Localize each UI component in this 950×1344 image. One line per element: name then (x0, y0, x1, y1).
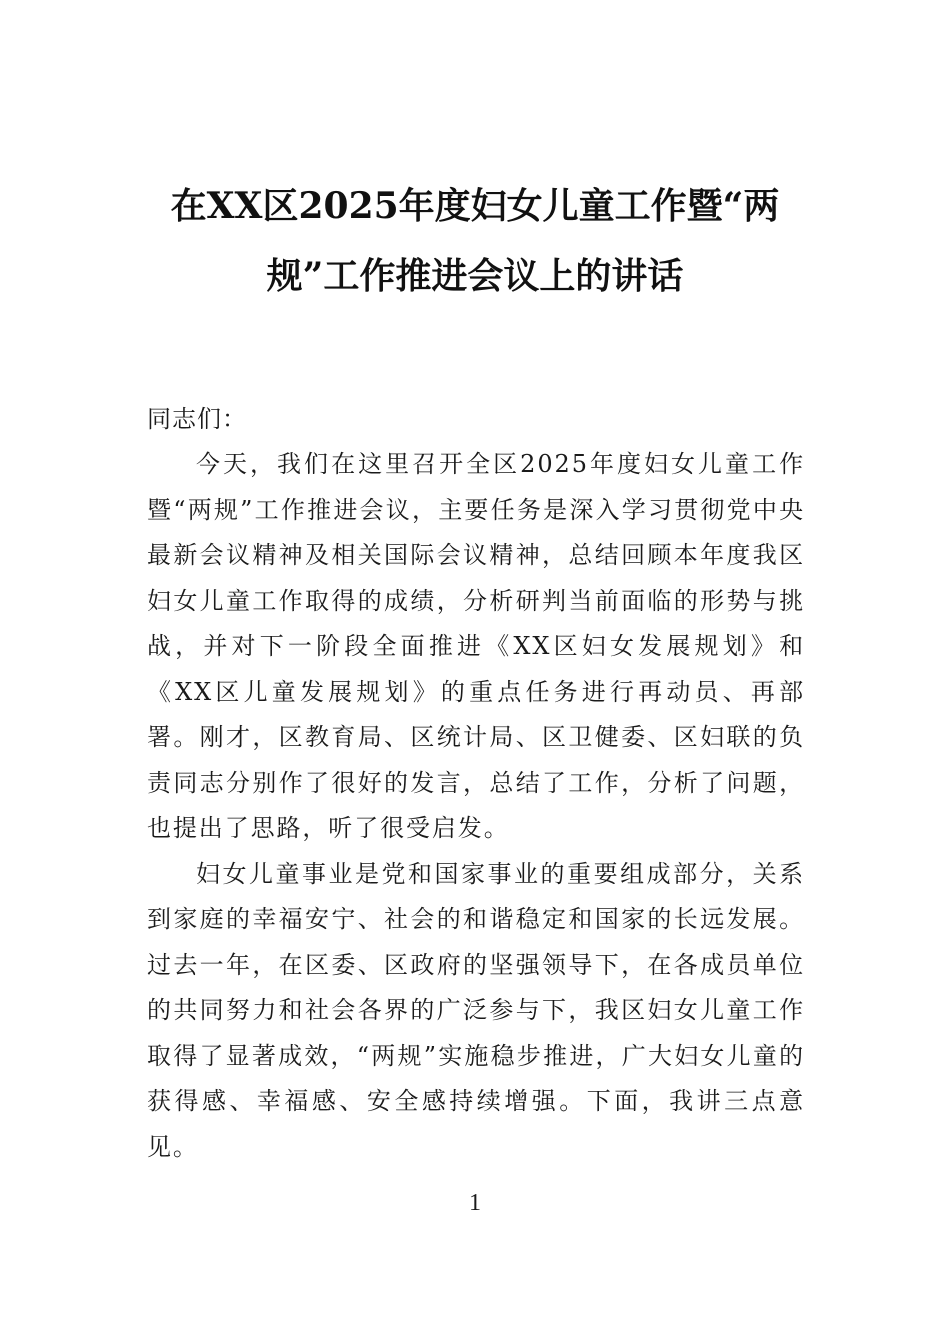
page-number: 1 (469, 1190, 481, 1216)
title-line-1: 在XX区2025年度妇女儿童工作暨“两 (170, 185, 780, 227)
document-body (147, 396, 805, 1170)
paragraph-2: 妇女儿童事业是党和国家事业的重要组成部分，关系到家庭的幸福安宁、社会的和谐稳定和国家的长远发展。过去一年，在区委、区政府的坚强领导下，在各成员单位的共同努力和社会各界的广泛参与下，我区妇女儿童工作取得了显著成效，“两规”实施稳步推进，广大妇女儿童的获得感、幸福感、安全感持续增强。下面，我讲三点意见。 (147, 859, 805, 1161)
document-title (150, 185, 800, 297)
title-line-2: 规”工作推进会议上的讲话 (266, 255, 684, 297)
paragraph-1: 今天，我们在这里召开全区2025年度妇女儿童工作暨“两规”工作推进会议，主要任务是深入学习贯彻党中央最新会议精神及相关国际会议精神，总结回顾本年度我区妇女儿童工作取得的成绩，分析研判当前面临的形势与挑战，并对下一阶段全面推进《XX区妇女发展规划》和《XX区儿童发展规划》的重点任务进行再动员、再部署。刚才，区教育局、区统计局、区卫健委、区妇联的负责同志分别作了很好的发言，总结了工作，分析了问题，也提出了思路，听了很受启发。 (147, 450, 805, 842)
greeting: 同志们： (147, 405, 247, 433)
